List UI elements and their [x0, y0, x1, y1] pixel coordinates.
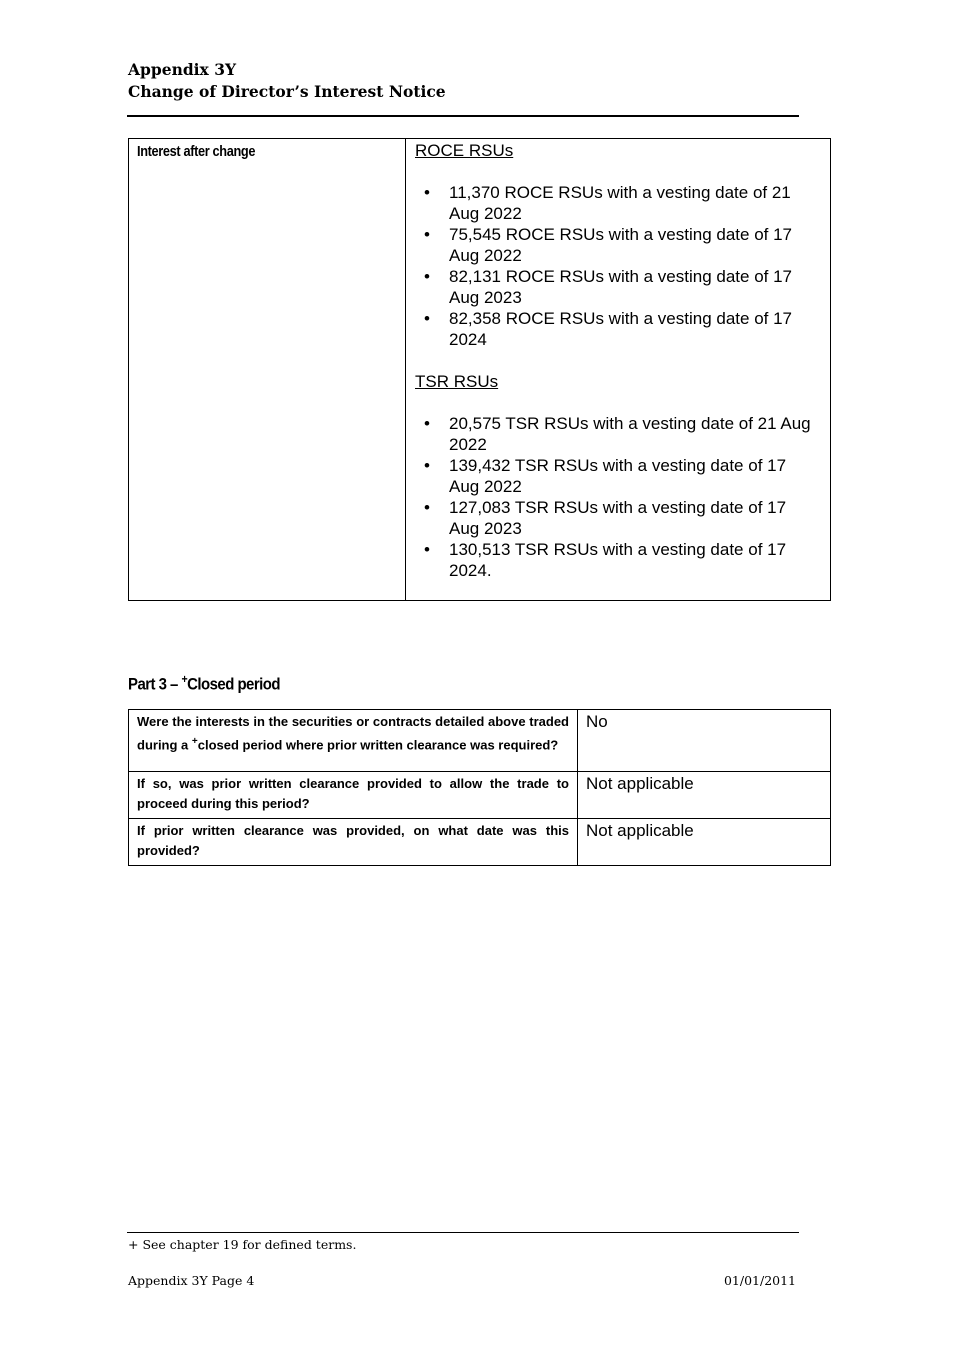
list-item: • 20,575 TSR RSUs with a vesting date of 21 Aug 2022 — [441, 413, 820, 455]
question-cell — [129, 819, 578, 866]
header-divider — [127, 115, 799, 117]
document-header — [128, 59, 446, 103]
question-text: If so, was prior written clearance provided to allow the trade to proceed during this period? — [137, 776, 569, 811]
header-subtitle: Change of Director’s Interest Notice — [128, 82, 446, 101]
plus-mark: + — [181, 672, 188, 686]
list-item: • 82,131 ROCE RSUs with a vesting date of 17 Aug 2023 — [441, 266, 820, 308]
page-label: Appendix 3Y Page 4 — [128, 1273, 255, 1288]
interest-value-cell — [406, 139, 831, 601]
question-cell — [129, 710, 578, 772]
list-item: • 11,370 ROCE RSUs with a vesting date of 21 Aug 2022 — [441, 182, 820, 224]
list-item: • 75,545 ROCE RSUs with a vesting date of 17 Aug 2022 — [441, 224, 820, 266]
question-text: If prior written clearance was provided, on what date was this provided? — [137, 823, 569, 858]
list-item: • 139,432 TSR RSUs with a vesting date of 17 Aug 2022 — [441, 455, 820, 497]
answer-cell — [578, 710, 831, 772]
footnote: + See chapter 19 for defined terms. — [128, 1237, 357, 1252]
answer-value: No — [586, 712, 608, 731]
table-row — [129, 772, 831, 819]
interest-label-cell — [129, 139, 406, 601]
table-row — [129, 710, 831, 772]
interest-after-change-table — [128, 138, 831, 601]
question-cell — [129, 772, 578, 819]
list-item: • 130,513 TSR RSUs with a vesting date of 17 2024. — [441, 539, 820, 581]
interest-label: Interest after change — [137, 144, 256, 160]
footer-divider — [127, 1232, 799, 1233]
list-item: • 127,083 TSR RSUs with a vesting date of 17 Aug 2023 — [441, 497, 820, 539]
part3-prefix: Part 3 – — [128, 674, 182, 694]
answer-value: Not applicable — [586, 821, 694, 840]
roce-heading: ROCE RSUs — [415, 141, 514, 160]
question-text: Were the interests in the securities or contracts detailed above traded during a — [137, 714, 569, 753]
question-text-cont: closed period where prior written clearance was required? — [197, 737, 559, 753]
answer-cell — [578, 819, 831, 866]
answer-cell — [578, 772, 831, 819]
tsr-heading: TSR RSUs — [415, 372, 499, 391]
part3-title: Closed period — [187, 674, 281, 694]
page-date: 01/01/2011 — [723, 1273, 796, 1288]
roce-list — [415, 182, 820, 350]
header-title: Appendix 3Y — [128, 60, 237, 79]
answer-value: Not applicable — [586, 774, 694, 793]
list-item: • 82,358 ROCE RSUs with a vesting date of 17 2024 — [441, 308, 820, 350]
part3-heading — [128, 668, 280, 696]
plus-mark: + — [191, 736, 198, 747]
table-row — [129, 819, 831, 866]
tsr-list — [415, 413, 820, 581]
closed-period-table — [128, 709, 831, 866]
